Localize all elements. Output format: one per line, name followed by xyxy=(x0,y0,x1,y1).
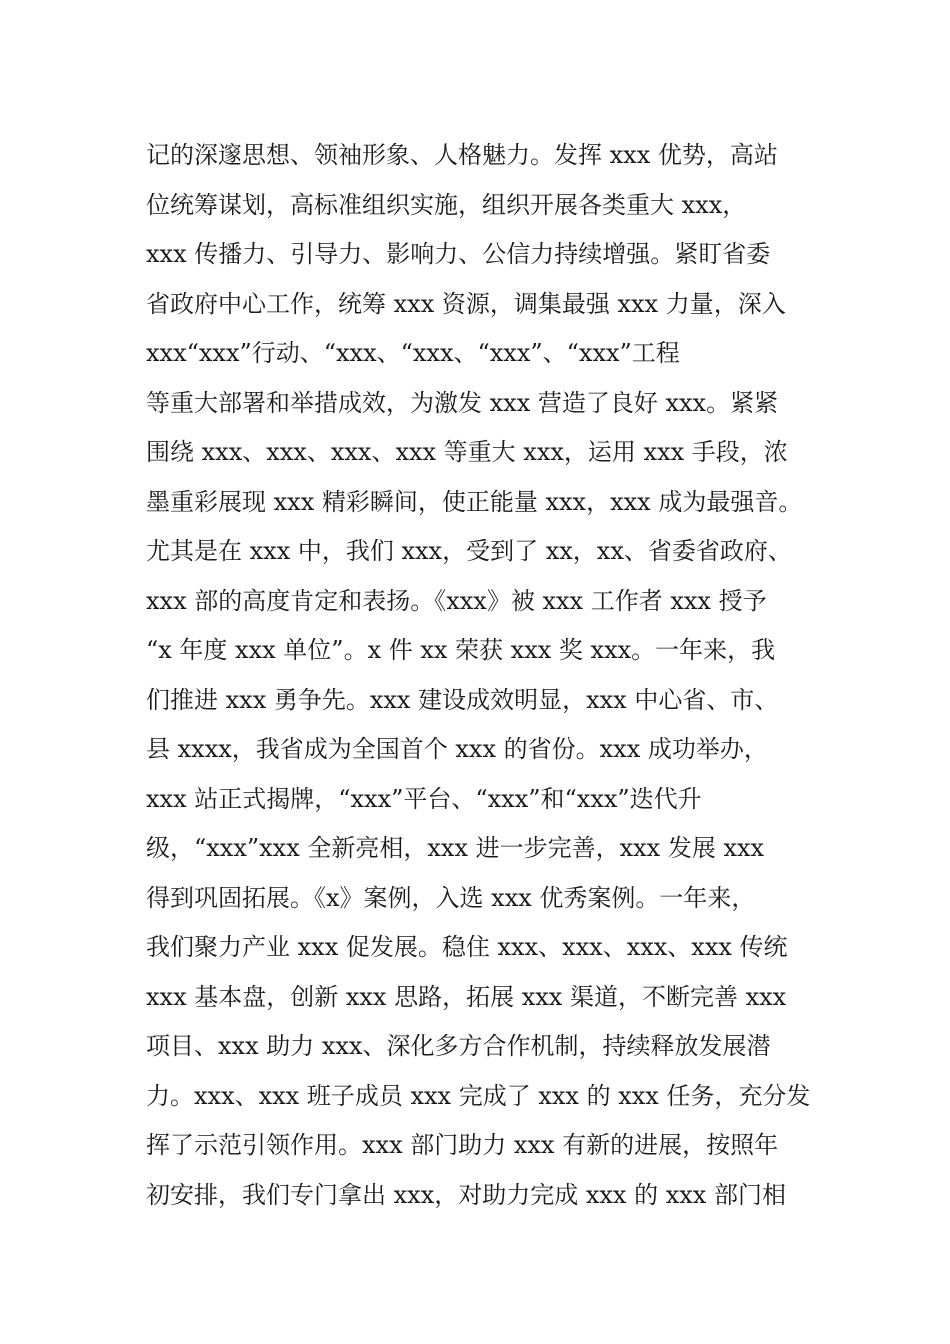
text-line: 们推进 xxx 勇争先。xxx 建设成效明显，xxx 中心省、市、 xyxy=(146,685,779,714)
text-line: xxx 基本盘，创新 xxx 思路，拓展 xxx 渠道，不断完善 xxx xyxy=(146,982,787,1011)
text-line: 我们聚力产业 xxx 促发展。稳住 xxx、xxx、xxx、xxx 传统 xyxy=(146,933,788,961)
text-line: xxx 传播力、引导力、影响力、公信力持续增强。紧盯省委 xyxy=(146,240,771,268)
text-line: xxx“xxx”行动、“xxx、“xxx、“xxx”、“xxx”工程 xyxy=(146,339,680,367)
text-line: 县 xxxx，我省成为全国首个 xxx 的省份。xxx 成功举办， xyxy=(146,735,768,763)
text-line: 围绕 xxx、xxx、xxx、xxx 等重大 xxx，运用 xxx 手段，浓 xyxy=(146,438,788,466)
text-line: 墨重彩展现 xxx 精彩瞬间，使正能量 xxx，xxx 成为最强音。 xyxy=(146,487,803,516)
text-line: 位统筹谋划，高标准组织实施，组织开展各类重大 xxx， xyxy=(146,190,747,219)
text-line: “x 年度 xxx 单位”。x 件 xx 荣获 xxx 奖 xxx。一年来，我 xyxy=(146,636,776,664)
text-line: 项目、xxx 助力 xxx、深化多方合作机制，持续释放发展潜 xyxy=(146,1032,771,1060)
text-line: 力。xxx、xxx 班子成员 xxx 完成了 xxx 的 xxx 任务，充分发 xyxy=(146,1081,811,1110)
text-line: 初安排，我们专门拿出 xxx，对助力完成 xxx 的 xxx 部门相 xyxy=(146,1180,786,1209)
text-line: 尤其是在 xxx 中，我们 xxx，受到了 xx，xx、省委省政府、 xyxy=(146,537,792,565)
text-line: 记的深邃思想、领袖形象、人格魅力。发挥 xxx 优势，高站 xyxy=(146,141,778,169)
text-line: 等重大部署和举措成效，为激发 xxx 营造了良好 xxx。紧紧 xyxy=(146,388,779,417)
text-line: 得到巩固拓展。《x》案例，入选 xxx 优秀案例。一年来， xyxy=(146,883,756,912)
text-line: xxx 站正式揭牌，“xxx”平台、“xxx”和“xxx”迭代升 xyxy=(146,784,702,813)
text-line: xxx 部的高度肯定和表扬。《xxx》被 xxx 工作者 xxx 授予 xyxy=(146,586,767,615)
text-line: 挥了示范引领作用。xxx 部门助力 xxx 有新的进展，按照年 xyxy=(146,1131,779,1159)
body-text xyxy=(146,131,816,1220)
text-line: 省政府中心工作，统筹 xxx 资源，调集最强 xxx 力量，深入 xyxy=(146,289,786,318)
text-line: 级，“xxx”xxx 全新亮相，xxx 进一步完善，xxx 发展 xxx xyxy=(146,834,765,862)
